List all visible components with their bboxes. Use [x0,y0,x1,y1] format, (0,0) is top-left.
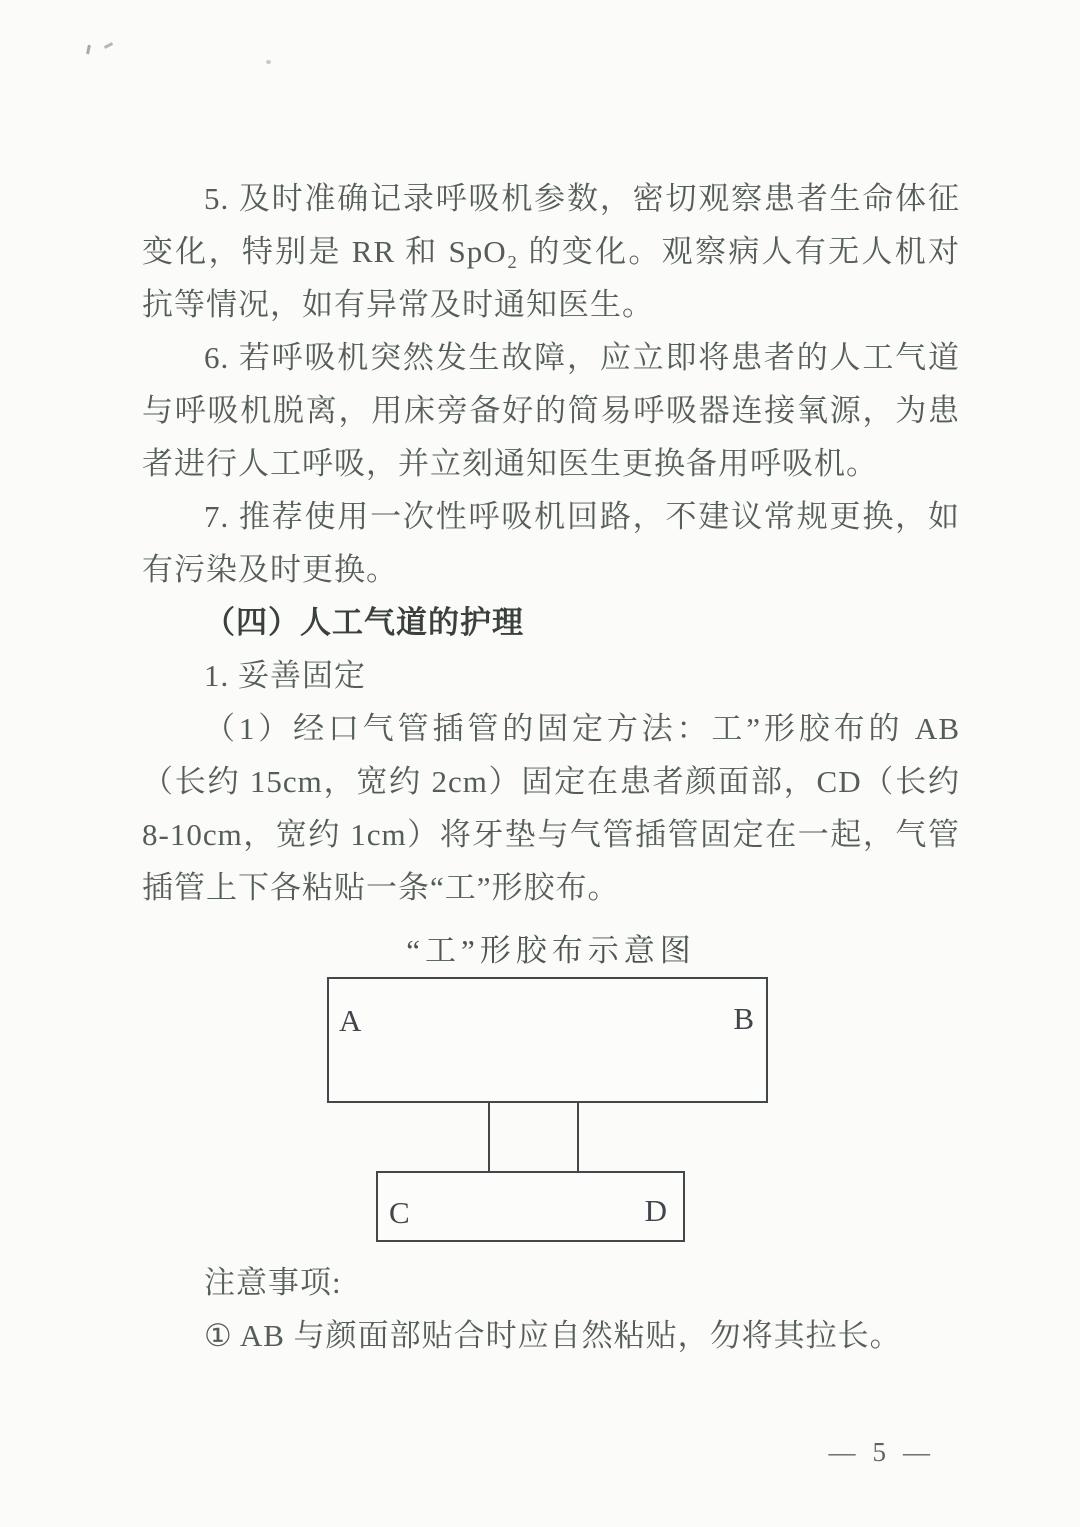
section-heading-airway-care: （四）人工气道的护理 [204,605,524,640]
paragraph-fixation-method: （1）经口气管插管的固定方法：工”形胶布的 AB（长约 15cm，宽约 2cm）固定在患者颜面部，CD（长约 8-10cm，宽约 1cm）将牙垫与气管插管固定在一起，气管插管上下各粘贴一条“工”形胶布。 [142,711,960,905]
paragraph-6: 6. 若呼吸机突然发生故障，应立即将患者的人工气道与呼吸机脱离，用床旁备好的简易呼吸器连接氧源，为患者进行人工呼吸，并立刻通知医生更换备用呼吸机。 [142,340,960,481]
paragraph-5: 5. 及时准确记录呼吸机参数，密切观察患者生命体征变化，特别是 RR 和 SpO₂ 的变化。观察病人有无人机对抗等情况，如有异常及时通知医生。 [142,181,960,322]
note-item-1: ① AB 与颜面部贴合时应自然粘贴，勿将其拉长。 [204,1318,902,1353]
scan-artifact [266,60,271,64]
footer-dash-right: — [903,1437,930,1467]
list-item-secure-fixation: 1. 妥善固定 [204,658,366,693]
footer-dash-left: — [828,1437,856,1467]
tape-connector-strip [488,1103,579,1171]
figure-caption: “工”形胶布示意图 [406,933,696,968]
diagram-label-c: C [389,1195,410,1230]
diagram-label-a: A [339,1003,362,1038]
paragraph-7: 7. 推荐使用一次性呼吸机回路，不建议常规更换，如有污染及时更换。 [142,499,960,587]
tape-strip-ab-rect [327,977,768,1103]
tape-strip-cd-rect [376,1171,685,1242]
scan-artifact [104,42,113,49]
document-body [142,172,960,1362]
page-number: 5 [872,1437,886,1467]
i-shaped-tape-diagram [142,977,960,1242]
diagram-label-b: B [733,1001,754,1036]
diagram-label-d: D [644,1193,667,1228]
notes-heading: 注意事项: [204,1265,342,1300]
page-footer [829,1437,931,1468]
scan-artifact [86,45,91,54]
